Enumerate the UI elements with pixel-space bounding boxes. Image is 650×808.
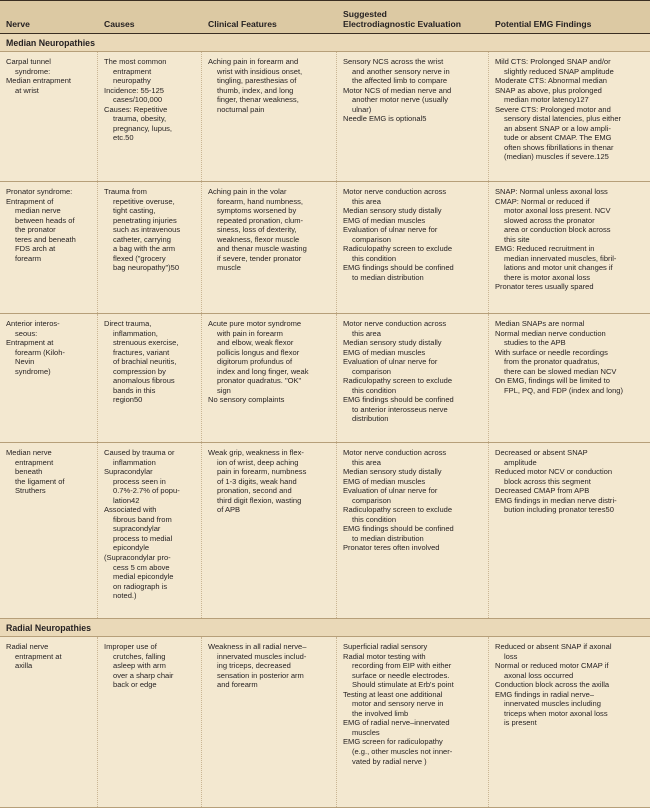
table-row — [0, 314, 650, 443]
cell-evaluation: Motor nerve conduction across this area Median sensory study distally EMG of median muscles Evaluation of ulnar nerve for comparison Radiculopathy screen to exclude this condition EMG findings should be confined to median distribution — [337, 182, 489, 313]
cell-causes: Direct trauma, inflammation, strenuous exercise, fractures, variant of brachial neuritis, compression by anomalous fibrous bands in this region50 — [98, 314, 202, 442]
cell-nerve: Anterior interos- seous: Entrapment at forearm (Kiloh- Nevin syndrome) — [0, 314, 98, 442]
table-row — [0, 182, 650, 314]
cell-findings: Median SNAPs are normal Normal median nerve conduction studies to the APB With surface or needle recordings from the pronator quadratus, there can be slowed median NCV On EMG, findings will be limited to FPL, PQ, and FDP (index and long) — [495, 319, 623, 395]
cell-evaluation: Superficial radial sensory Radial motor testing with recording from EIP with either surface or needle electrodes. Should stimulate at Erb's point Testing at least one additional motor and sensory nerve in the involved limb EMG of radial nerve–innervated muscles EMG screen for radiculopathy (e.g., other muscles not inner- vated by radial nerve ) — [337, 637, 489, 807]
cell-causes: The most common entrapment neuropathy Incidence: 55-125 cases/100,000 Causes: Repetitive trauma, obesity, pregnancy, lupus, etc.50 — [98, 52, 202, 181]
section-median: Median Neuropathies — [0, 34, 650, 52]
cell-findings: Decreased or absent SNAP amplitude Reduced motor NCV or conduction block across this segment Decreased CMAP from APB EMG findings in median nerve distri- bution including pronator teres50 — [495, 448, 617, 515]
cell-nerve: Median nerve entrapment beneath the ligament of Struthers — [0, 443, 98, 618]
table-header — [0, 0, 650, 34]
header-emg-findings: Potential EMG Findings — [495, 19, 592, 29]
cell-findings: Mild CTS: Prolonged SNAP and/or slightly reduced SNAP amplitude Moderate CTS: Abnormal median SNAP as above, plus prolonged median motor latency127 Severe CTS: Prolonged motor and sensory distal latencies, plus either an absent SNAP or a low ampli- tude or absent CMAP. The EMG often shows fibrillations in thenar (median) muscles if severe.125 — [495, 57, 622, 162]
cell-evaluation: Motor nerve conduction across this area Median sensory study distally EMG of median muscles Evaluation of ulnar nerve for comparison Radiculopathy screen to exclude this condition EMG findings should be confined to anterior interosseus nerve distribution — [337, 314, 489, 442]
cell-evaluation: Motor nerve conduction across this area Median sensory study distally EMG of median muscles Evaluation of ulnar nerve for comparison Radiculopathy screen to exclude this condition EMG findings should be confined to median distribution Pronator teres often involved — [337, 443, 489, 618]
header-clinical-features: Clinical Features — [208, 19, 277, 29]
header-nerve: Nerve — [6, 19, 30, 29]
cell-findings: Reduced or absent SNAP if axonal loss Normal or reduced motor CMAP if axonal loss occurred Conduction block across the axilla EMG findings in radial nerve– innervated muscles including triceps when motor axonal loss is present — [495, 642, 612, 728]
header-causes: Causes — [104, 19, 135, 29]
cell-nerve: Carpal tunnel syndrome: Median entrapment at wrist — [0, 52, 98, 181]
cell-causes: Trauma from repetitive overuse, tight casting, penetrating injuries such as intravenous catheter, carrying a bag with the arm flexed ("grocery bag neuropathy")50 — [98, 182, 202, 313]
cell-features: Acute pure motor syndrome with pain in forearm and elbow, weak flexor pollicis longus and flexor digitorum profundus of index and long finger, weak pronator quadratus. "OK" sign No sensory complaints — [202, 314, 337, 442]
table-row — [0, 52, 650, 182]
table-row — [0, 637, 650, 808]
cell-nerve: Pronator syndrome: Entrapment of median nerve between heads of the pronator teres and beneath FDS arch at forearm — [0, 182, 98, 313]
cell-findings: SNAP: Normal unless axonal loss CMAP: Normal or reduced if motor axonal loss present. NCV slowed across the pronator area or conduction block across this site EMG: Reduced recruitment in median innervated muscles, fibril- lations and motor unit changes if there is motor axonal loss Pronator teres usually spared — [495, 187, 617, 292]
cell-features: Aching pain in the volar forearm, hand numbness, symptoms worsened by repeated pronation, clum- siness, loss of dexterity, weakness, flexor muscle and thenar muscle wasting if severe, tender pronator muscle — [202, 182, 337, 313]
cell-evaluation: Sensory NCS across the wrist and another sensory nerve in the affected limb to compare Motor NCS of median nerve and another motor nerve (usually ulnar) Needle EMG is optional5 — [337, 52, 489, 181]
cell-features: Weakness in all radial nerve– innervated muscles includ- ing triceps, decreased sensation in posterior arm and forearm — [202, 637, 337, 807]
cell-causes: Caused by trauma or inflammation Supracondylar process seen in 0.7%-2.7% of popu- lation42 Associated with fibrous band from supracondylar process to medial epicondyle (Supracondylar pro- cess 5 cm above medial epicondyle on radiograph is noted.) — [98, 443, 202, 618]
header-evaluation: Suggested Electrodiagnostic Evaluation — [343, 9, 461, 29]
table-row — [0, 443, 650, 619]
cell-features: Weak grip, weakness in flex- ion of wrist, deep aching pain in forearm, numbness of 1-3 digits, weak hand pronation, second and third digit flexion, wasting of APB — [202, 443, 337, 618]
cell-features: Aching pain in forearm and wrist with insidious onset, tingling, paresthesias of thumb, index, and long finger, thenar weakness, nocturnal pain — [202, 52, 337, 181]
cell-causes: Improper use of crutches, falling asleep with arm over a sharp chair back or edge — [98, 637, 202, 807]
cell-nerve: Radial nerve entrapment at axilla — [0, 637, 98, 807]
section-radial: Radial Neuropathies — [0, 619, 650, 637]
